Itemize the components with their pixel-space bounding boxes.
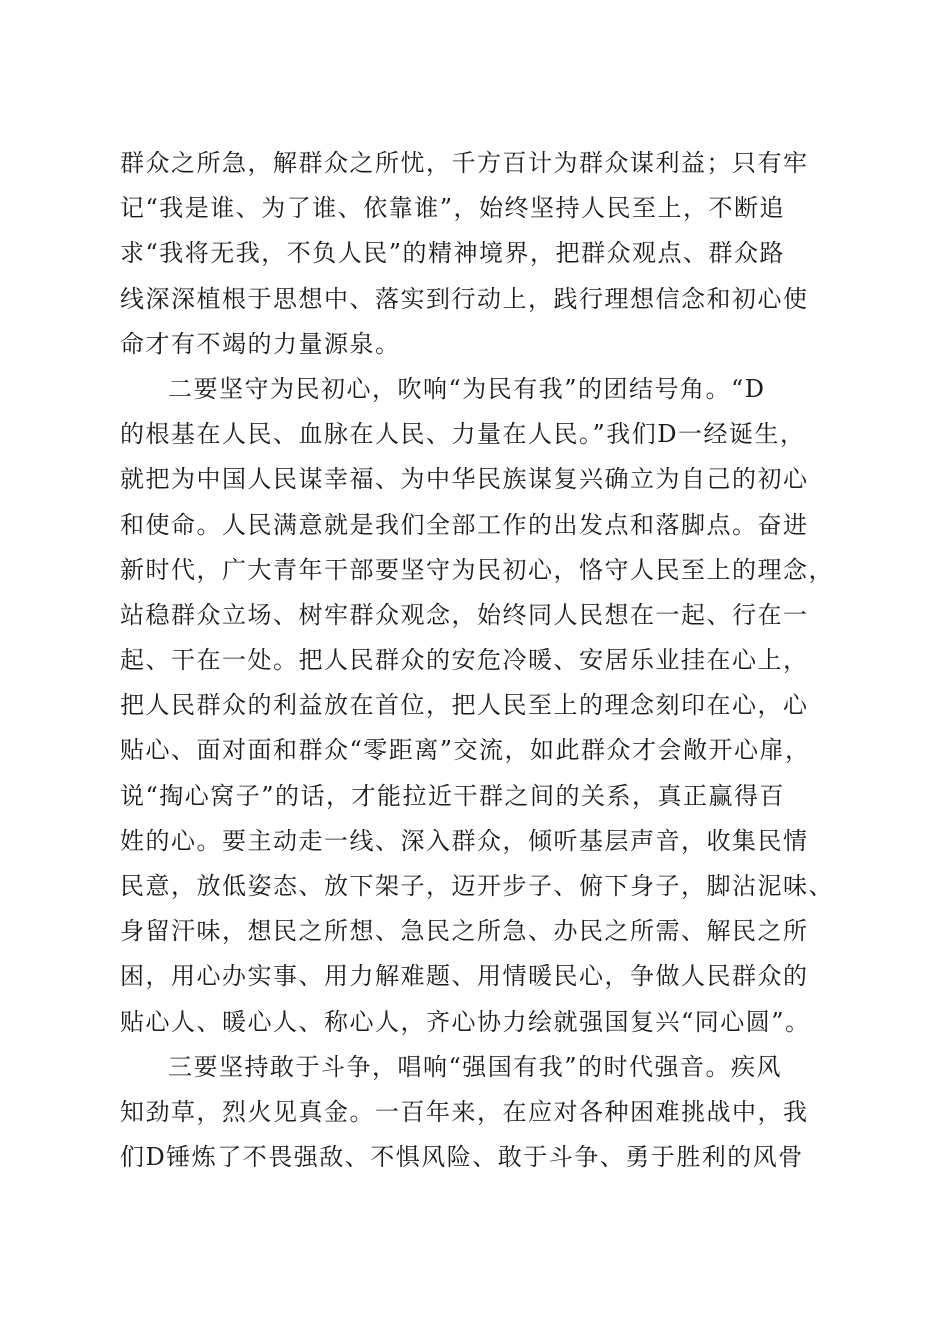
text-line: 贴心、面对面和群众“零距离”交流，如此群众才会敞开心扉， bbox=[120, 736, 811, 765]
text-line: 贴心人、暖心人、称心人，齐心协力绘就强国复兴“同心圆”。 bbox=[120, 1007, 811, 1036]
text-line: 起、干在一处。把人民群众的安危冷暖、安居乐业挂在心上， bbox=[120, 646, 809, 675]
text-line: 知劲草，烈火见真金。一百年来，在应对各种困难挑战中，我 bbox=[120, 1097, 809, 1126]
text-line: 就把为中国人民谋幸福、为中华民族谋复兴确立为自己的初心 bbox=[120, 465, 809, 494]
text-line: 记“我是谁、为了谁、依靠谁”，始终坚持人民至上，不断追 bbox=[120, 194, 786, 223]
text-line: 姓的心。要主动走一线、深入群众，倾听基层声音，收集民情 bbox=[120, 826, 809, 855]
text-line: 线深深植根于思想中、落实到行动上，践行理想信念和初心使 bbox=[120, 284, 809, 313]
paragraph-start-line: 三要坚持敢于斗争，唱响“强国有我”的时代强音。疾风 bbox=[168, 1052, 783, 1081]
text-line: 新时代，广大青年干部要坚守为民初心，恪守人民至上的理念， bbox=[120, 555, 834, 584]
text-line: 把人民群众的利益放在首位，把人民至上的理念刻印在心，心 bbox=[120, 691, 809, 720]
text-line: 站稳群众立场、树牢群众观念，始终同人民想在一起、行在一 bbox=[120, 600, 809, 629]
text-line: 困，用心办实事、用力解难题、用情暖民心，争做人民群众的 bbox=[120, 962, 809, 991]
text-line: 求“我将无我，不负人民”的精神境界，把群众观点、群众路 bbox=[120, 239, 786, 268]
text-line: 民意，放低姿态、放下架子，迈开步子、俯下身子，脚沾泥味、 bbox=[120, 872, 834, 900]
text-line: 身留汗味，想民之所想、急民之所急、办民之所需、解民之所 bbox=[120, 917, 809, 946]
text-line: 的根基在人民、血脉在人民、力量在人民。”我们D一经诞生， bbox=[120, 420, 806, 449]
paragraph-start-line: 二要坚守为民初心，吹响“为民有我”的团结号角。“D bbox=[168, 374, 766, 403]
text-line: 群众之所急，解群众之所忧，千方百计为群众谋利益；只有牢 bbox=[120, 149, 809, 177]
text-line: 和使命。人民满意就是我们全部工作的出发点和落脚点。奋进 bbox=[120, 510, 809, 539]
body-text bbox=[120, 141, 834, 1180]
text-line: 说“掏心窝子”的话，才能拉近干群之间的关系，真正赢得百 bbox=[120, 781, 786, 810]
text-line: 命才有不竭的力量源泉。 bbox=[120, 329, 401, 358]
text-line: 们D锤炼了不畏强敌、不惧风险、敢于斗争、勇于胜利的风骨 bbox=[120, 1143, 804, 1172]
